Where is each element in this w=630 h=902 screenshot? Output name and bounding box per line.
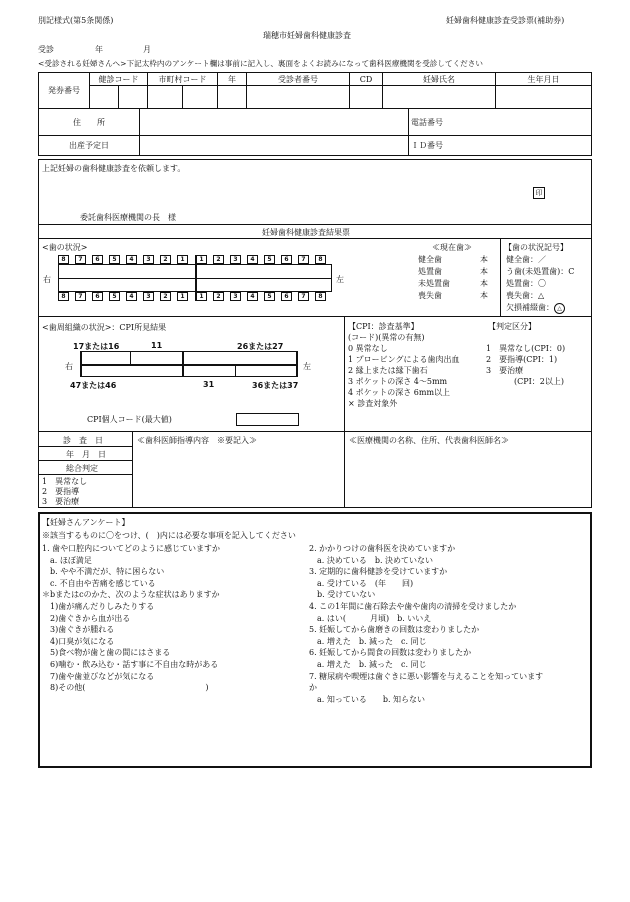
cd-cell[interactable]	[350, 86, 383, 109]
tooth-number: 4	[247, 255, 258, 264]
examinee-table	[38, 72, 592, 109]
current-teeth-unit: 本	[480, 291, 488, 300]
exam-month: 月	[143, 45, 151, 54]
cpi-left-label: 左	[303, 362, 311, 371]
current-teeth-label: 処置歯	[418, 267, 442, 276]
exam-date-ymd[interactable]: 年 月 日	[66, 450, 106, 459]
current-teeth-label: 喪失歯	[418, 291, 442, 300]
cpi-criteria-item: 2 縁上または縁下歯石	[348, 366, 428, 375]
cpi-max-input[interactable]	[236, 413, 299, 426]
cpi-criteria-subtitle: (コード)(異常の有無)	[348, 333, 425, 342]
cpi-criteria-item: 4 ポケットの深さ 6mm以上	[348, 388, 451, 397]
divider	[38, 316, 592, 317]
exam-year: 年	[95, 45, 103, 54]
id-number-cell[interactable]	[409, 136, 592, 156]
divider	[344, 316, 345, 431]
questionnaire-line[interactable]: a. 増えた b. 減った c. 同じ	[309, 659, 427, 669]
current-teeth-row[interactable]	[418, 266, 488, 278]
divider	[38, 446, 132, 447]
tooth-number: 7	[298, 292, 309, 301]
guidance-label: ≪歯科医師指導内容 ※要記入≫	[137, 436, 257, 445]
questionnaire-line[interactable]: 7)歯や歯並びなどが気になる	[42, 671, 155, 681]
phone-label: 電話番号	[411, 117, 443, 127]
col-health-code: 健診コード	[90, 73, 148, 86]
cpi-criteria-item: 3 ポケットの深さ 4～5mm	[348, 377, 448, 386]
tooth-number: 7	[75, 255, 86, 264]
symbol-legend-item: 健全歯：／	[506, 255, 546, 264]
current-teeth-row[interactable]	[418, 290, 488, 302]
cpi-sextant-divider	[235, 364, 236, 377]
symbol-legend-title: 【歯の状況記号】	[504, 243, 568, 252]
questionnaire-line[interactable]: b. 受けていない	[309, 590, 376, 600]
current-teeth-list	[418, 254, 488, 302]
teeth-midline-vertical	[195, 255, 197, 301]
results-title: 妊婦歯科健康診査結果票	[262, 228, 350, 237]
divider	[500, 238, 501, 316]
clinic-label: ≪医療機関の名称、住所、代表歯科医師名≫	[349, 436, 509, 445]
cpi-upper-right-label: 26または27	[237, 342, 284, 351]
questionnaire-line[interactable]: 8)その他( )	[42, 683, 209, 693]
guidance-field[interactable]	[133, 447, 343, 507]
tooth-number: 6	[92, 255, 103, 264]
tooth-number: 5	[109, 255, 120, 264]
current-teeth-row[interactable]	[418, 278, 488, 290]
tooth-number: 8	[58, 292, 69, 301]
address-label: 住 所	[39, 109, 140, 136]
tooth-number: 1	[177, 292, 188, 301]
cpi-right-label: 右	[65, 362, 73, 371]
cpi-lower-mid-label: 31	[203, 380, 215, 389]
questionnaire-line: ＊bまたはcのかた、次のような症状はありますか	[42, 590, 220, 600]
current-teeth-unit: 本	[480, 279, 488, 288]
questionnaire-line[interactable]: c. 不自由や苦痛を感じている	[42, 578, 156, 588]
tooth-number: 2	[213, 292, 224, 301]
cpi-chart-midline	[80, 364, 297, 366]
id-number-label: ＩＤ番号	[411, 141, 443, 150]
municipal-code-cell-2[interactable]	[183, 86, 218, 109]
questionnaire-line: 1. 歯や口腔内についてどのように感じていますか	[42, 544, 221, 553]
tooth-number: 2	[160, 292, 171, 301]
tooth-number: 4	[126, 292, 137, 301]
instruction-text: <受診される妊婦さんへ>下記太枠内のアンケート欄は事前に記入し、裏面をよくお読みになって歯科医療機関を受診してください	[38, 59, 483, 68]
voucher-number-label: 発券番号	[39, 73, 90, 109]
cpi-lower-left-label: 47または46	[70, 381, 117, 390]
overall-option[interactable]: 2 要指導	[42, 487, 80, 496]
tooth-number: 4	[247, 292, 258, 301]
page-title: 瑞穂市妊婦歯科健康診査	[263, 31, 351, 40]
judgement-class-item: 2 要指導(CPI：1)	[486, 355, 558, 364]
tooth-number: 8	[315, 292, 326, 301]
tooth-number: 3	[143, 255, 154, 264]
tooth-number: 5	[264, 292, 275, 301]
tooth-number: 3	[230, 292, 241, 301]
questionnaire-line[interactable]: 6)噛む・飲み込む・話す事に不自由な時がある	[42, 659, 219, 669]
questionnaire-line: 2. かかりつけの歯科医を決めていますか	[309, 544, 456, 553]
due-date-label: 出産予定日	[39, 136, 140, 156]
cpi-criteria-title: 【CPI：診査基準】	[348, 322, 419, 331]
questionnaire-line: 7. 糖尿病や喫煙は歯ぐきに悪い影響を与えることを知っています	[309, 671, 544, 681]
tooth-number: 8	[315, 255, 326, 264]
tooth-number: 4	[126, 255, 137, 264]
questionnaire-line: 6. 妊娠してから間食の回数は変わりましたか	[309, 648, 472, 658]
questionnaire-note: ※該当するものに〇をつけ、( )内には必要な事項を記入してください	[42, 531, 296, 540]
questionnaire-line: 4. この1年間に歯石除去や歯や歯肉の清掃を受けましたか	[309, 601, 517, 611]
questionnaire-line[interactable]: a. 知っている b. 知らない	[309, 694, 426, 704]
current-teeth-unit: 本	[480, 255, 488, 264]
form-type: 妊婦歯科健康診査受診票(補助券)	[446, 16, 565, 25]
judgement-class-item: (CPI：2以上)	[514, 377, 564, 386]
municipal-code-cell-1[interactable]	[148, 86, 183, 109]
cpi-criteria-item: 0 異常なし	[348, 344, 388, 353]
questionnaire-left-column	[42, 543, 304, 694]
questionnaire-line[interactable]: 1)歯が痛んだりしみたりする	[42, 601, 155, 611]
tooth-number: 6	[92, 292, 103, 301]
seal-mark: 印	[533, 187, 545, 199]
judgement-class-title: 【判定区分】	[488, 322, 536, 331]
tooth-number: 6	[281, 255, 292, 264]
judgement-class-item: 3 要治療	[486, 366, 524, 375]
cpi-upper-left-label: 17または16	[73, 342, 120, 351]
questionnaire-line[interactable]: 5)食べ物が歯と歯の間にはさまる	[42, 648, 171, 658]
examinee-number-cell[interactable]	[247, 86, 350, 109]
symbol-legend-item: 処置歯：〇	[506, 279, 546, 288]
phone-cell[interactable]	[409, 109, 592, 136]
overall-judgement-label: 総合判定	[66, 464, 98, 473]
questionnaire-right-column	[309, 543, 591, 705]
questionnaire-title: 【妊婦さんアンケート】	[42, 518, 130, 527]
col-municipal-code: 市町村コード	[148, 73, 218, 86]
questionnaire-line[interactable]: a. 増えた b. 減った c. 同じ	[309, 636, 427, 646]
questionnaire-line: 5. 妊娠してから歯磨きの回数は変わりましたか	[309, 625, 480, 635]
current-teeth-row[interactable]	[418, 254, 488, 266]
overall-judgement-options	[42, 476, 87, 506]
questionnaire-line[interactable]: a. 受けている (年 回)	[309, 578, 414, 588]
symbol-legend-item	[504, 302, 590, 314]
col-year: 年	[218, 73, 247, 86]
questionnaire-line: か	[309, 683, 317, 693]
tooth-number: 8	[58, 255, 69, 264]
periodontal-label: <歯周組織の状況>：CPI所見結果	[42, 323, 167, 332]
symbol-legend-item: 喪失歯：△	[506, 291, 545, 300]
tooth-number: 2	[160, 255, 171, 264]
current-teeth-label: 未処置歯	[418, 279, 450, 288]
tooth-number: 5	[264, 255, 275, 264]
address-cell[interactable]	[140, 109, 409, 136]
overall-option[interactable]: 3 要治療	[42, 497, 80, 506]
tooth-number: 6	[281, 292, 292, 301]
teeth-status-label: <歯の状況>	[42, 243, 88, 252]
tooth-number: 7	[298, 255, 309, 264]
symbol-legend	[504, 242, 590, 314]
col-examinee-number: 受診者番号	[247, 73, 350, 86]
teeth-left-label: 左	[336, 275, 344, 284]
request-text: 上記妊婦の歯科健康診査を依頼します。	[42, 164, 186, 173]
cpi-sextant-divider	[80, 351, 82, 377]
tooth-number: 3	[143, 292, 154, 301]
divider	[38, 460, 132, 461]
addressee-text: 委託歯科医療機関の長 様	[80, 213, 176, 222]
form-number: 別記様式(第5条関係)	[38, 16, 114, 25]
cpi-sextant-divider	[296, 351, 298, 377]
symbol-legend-item: う歯(未処置歯)：C	[506, 267, 575, 276]
cpi-criteria-item: × 診査対象外	[348, 399, 398, 408]
teeth-right-label: 右	[43, 275, 51, 284]
exam-date-label: 診 査 日	[63, 436, 103, 445]
cpi-max-label: CPI個人コード(最大値)	[87, 415, 172, 424]
tooth-number: 5	[109, 292, 120, 301]
cpi-sextant-divider	[130, 351, 131, 364]
col-birthdate: 生年月日	[496, 73, 592, 86]
questionnaire-line: 3. 定期的に歯科健診を受けていますか	[309, 567, 448, 577]
cpi-lower-right-label: 36または37	[252, 381, 299, 390]
prosthesis-symbol-icon: △	[554, 303, 565, 314]
pregnant-name-cell[interactable]	[383, 86, 496, 109]
col-pregnant-name: 妊婦氏名	[383, 73, 496, 86]
tooth-number: 2	[213, 255, 224, 264]
clinic-field[interactable]	[345, 447, 591, 507]
divider	[38, 431, 592, 432]
tooth-number: 1	[196, 292, 207, 301]
overall-option[interactable]: 1 異常なし	[42, 477, 88, 486]
divider	[38, 238, 592, 239]
spacer	[486, 332, 590, 343]
divider	[38, 474, 132, 475]
current-teeth-label: 健全歯	[418, 255, 442, 264]
address-table	[38, 108, 592, 156]
cpi-sextant-divider	[182, 351, 184, 377]
questionnaire-line[interactable]: b. やや不満だが、特に困らない	[42, 567, 165, 577]
judgement-class	[486, 321, 590, 387]
tooth-number: 1	[196, 255, 207, 264]
cpi-criteria-item: 1 プロービングによる歯肉出血	[348, 355, 460, 364]
exam-date-prefix: 受診	[38, 45, 54, 54]
judgement-class-item: 1 異常なし(CPI：0)	[486, 344, 566, 353]
questionnaire-line[interactable]: a. はい( 月頃) b. いいえ	[309, 613, 432, 623]
birthdate-cell[interactable]	[496, 86, 592, 109]
divider	[38, 224, 592, 225]
tooth-number: 1	[177, 255, 188, 264]
cpi-upper-mid-label: 11	[151, 341, 163, 350]
current-teeth-unit: 本	[480, 267, 488, 276]
questionnaire-line[interactable]: a. ほぼ満足	[42, 555, 92, 565]
tooth-number: 3	[230, 255, 241, 264]
questionnaire-line[interactable]: 4)口臭が気になる	[42, 636, 115, 646]
questionnaire-line[interactable]: a. 決めている b. 決めていない	[309, 555, 434, 565]
current-teeth-title: ≪現在歯≫	[432, 243, 472, 252]
tooth-number: 7	[75, 292, 86, 301]
col-cd: CD	[350, 73, 383, 86]
health-code-cell-2[interactable]	[119, 86, 148, 109]
questionnaire-line[interactable]: 3)歯ぐきが腫れる	[42, 625, 115, 635]
questionnaire-line[interactable]: 2)歯ぐきから血が出る	[42, 613, 131, 623]
symbol-legend-label: 欠損補綴歯：	[506, 303, 554, 312]
due-date-cell[interactable]	[140, 136, 409, 156]
health-code-cell-1[interactable]	[90, 86, 119, 109]
year-cell[interactable]	[218, 86, 247, 109]
